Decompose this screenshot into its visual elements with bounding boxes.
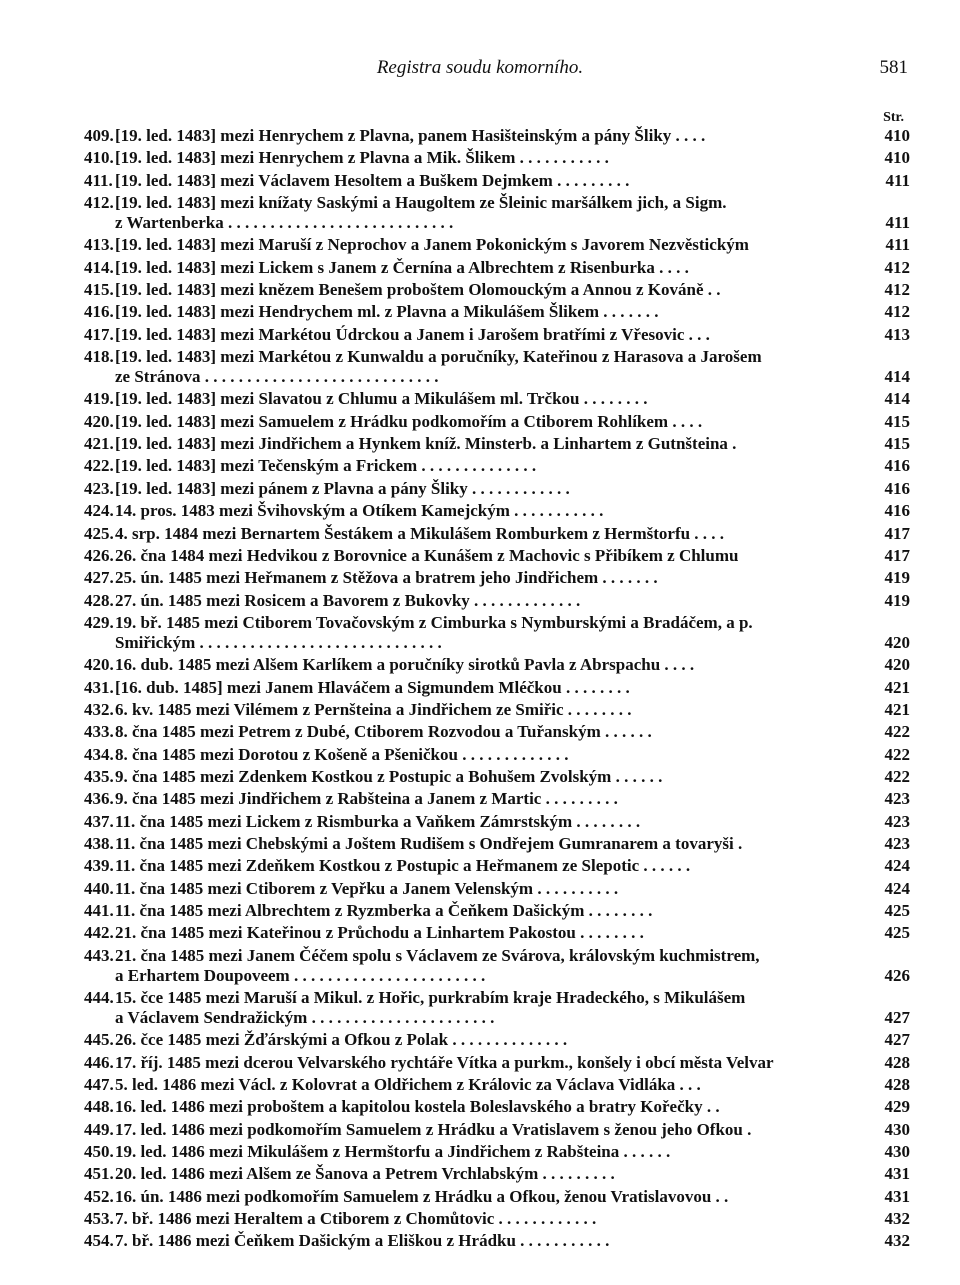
entry-title: [16. dub. 1485] mezi Janem Hlaváčem a Sigmundem Mléčkou . . . . . . . . <box>115 677 630 697</box>
register-entry <box>84 524 910 544</box>
entry-page: 431 <box>884 1164 910 1184</box>
entry-page: 432 <box>884 1231 910 1251</box>
entry-number: 453. <box>84 1209 114 1229</box>
entry-number: 444. <box>84 988 114 1008</box>
entry-page: 415 <box>884 434 910 454</box>
entry-number: 447. <box>84 1075 114 1095</box>
entry-number: 446. <box>84 1052 114 1072</box>
entry-title: 19. bř. 1485 mezi Ctiborem Tovačovským z Cimburka s Nymburskými a Bradáčem, a p. <box>115 612 753 632</box>
register-entry <box>84 479 910 499</box>
register-entry <box>84 879 910 899</box>
entry-number: 419. <box>84 389 114 409</box>
entry-title: 9. čna 1485 mezi Zdenkem Kostkou z Postupic a Bohušem Zvolským . . . . . . <box>115 766 663 786</box>
entry-title: 21. čna 1485 mezi Janem Čéčem spolu s Václavem ze Svárova, královským kuchmistrem, <box>115 945 760 965</box>
entry-number: 411. <box>84 170 113 190</box>
entry-number: 445. <box>84 1030 114 1050</box>
register-entry <box>84 148 910 168</box>
entry-page: 419 <box>884 590 910 610</box>
entry-page: 428 <box>884 1052 910 1072</box>
register-entry <box>84 456 910 476</box>
entry-number: 454. <box>84 1231 114 1251</box>
entry-number: 425. <box>84 523 114 543</box>
entry-title: 26. čna 1484 mezi Hedvikou z Borovnice a Kunášem z Machovic s Přibíkem z Chlumu <box>115 545 739 565</box>
entry-continuation: z Wartenberka . . . . . . . . . . . . . . . . . . . . . . . . . . . <box>115 213 454 233</box>
register-entry <box>84 1187 910 1207</box>
entry-page: 424 <box>884 856 910 876</box>
entry-title: 11. čna 1485 mezi Chebskými a Joštem Rudišem s Ondřejem Gumranarem a tovaryši . <box>115 833 743 853</box>
register-entry <box>84 258 910 278</box>
entry-number: 423. <box>84 478 114 498</box>
entry-page: 411 <box>885 170 910 190</box>
entry-page: 420 <box>884 655 910 675</box>
register-entry <box>84 325 910 345</box>
entry-page: 416 <box>884 501 910 521</box>
entry-page: 416 <box>884 478 910 498</box>
entry-number: 436. <box>84 789 114 809</box>
entry-page: 427 <box>884 1008 910 1028</box>
register-entry <box>84 655 910 675</box>
entry-title: [19. led. 1483] mezi knížaty Saskými a Haugoltem ze Šleinic maršálkem jich, a Sigm. <box>115 193 727 213</box>
entry-page: 422 <box>884 744 910 764</box>
register-entry <box>84 1075 910 1095</box>
entry-title: [19. led. 1483] mezi Henrychem z Plavna a Mik. Šlikem . . . . . . . . . . . <box>115 148 609 168</box>
entry-number: 452. <box>84 1186 114 1206</box>
register-entry <box>84 812 910 832</box>
entry-page: 422 <box>884 722 910 742</box>
entry-title: 8. čna 1485 mezi Petrem z Dubé, Ctiborem Rozvodou a Tuřanským . . . . . . <box>115 722 652 742</box>
register-entry <box>84 767 910 787</box>
register-entry <box>84 923 910 943</box>
entry-title: [19. led. 1483] mezi pánem z Plavna a pány Šliky . . . . . . . . . . . . <box>115 478 570 498</box>
register-entry <box>84 412 910 432</box>
entry-title: [19. led. 1483] mezi Václavem Hesoltem a Buškem Dejmkem . . . . . . . . . <box>115 170 630 190</box>
entry-number: 441. <box>84 901 114 920</box>
entry-page: 429 <box>884 1097 910 1117</box>
entry-page: 411 <box>885 235 910 255</box>
register-entry <box>84 745 910 765</box>
entry-number: 437. <box>84 811 114 831</box>
entry-page: 421 <box>884 699 910 719</box>
entry-number: 420. <box>84 411 114 431</box>
register-entry <box>84 434 910 454</box>
entry-title: 9. čna 1485 mezi Jindřichem z Rabšteina a Janem z Martic . . . . . . . . . <box>115 789 618 809</box>
entry-page: 430 <box>884 1142 910 1162</box>
register-entry <box>84 1053 910 1073</box>
entry-page: 413 <box>884 324 910 344</box>
entry-page: 412 <box>884 280 910 300</box>
entry-title: 7. bř. 1486 mezi Heraltem a Ctiborem z Chomůtovic . . . . . . . . . . . . <box>115 1209 597 1229</box>
entry-number: 420. <box>84 655 114 675</box>
entry-title: 21. čna 1485 mezi Kateřinou z Průchodu a Linhartem Pakostou . . . . . . . . <box>115 923 644 943</box>
register-entry <box>84 946 910 986</box>
entry-title: 16. dub. 1485 mezi Alšem Karlíkem a poručníky sirotků Pavla z Abrspachu . . . . <box>115 655 695 675</box>
entry-number: 418. <box>84 347 114 367</box>
entry-number: 435. <box>84 766 114 786</box>
entry-continuation: ze Stránova . . . . . . . . . . . . . . . . . . . . . . . . . . . . <box>115 367 439 387</box>
entry-title: 25. ún. 1485 mezi Heřmanem z Stěžova a bratrem jeho Jindřichem . . . . . . . <box>115 568 658 588</box>
entry-page: 422 <box>884 766 910 786</box>
register-entry <box>84 1209 910 1229</box>
entry-page: 431 <box>884 1186 910 1206</box>
entry-title: 4. srp. 1484 mezi Bernartem Šestákem a Mikulášem Romburkem z Hermštorfu . . . . <box>115 523 725 543</box>
register-entry <box>84 591 910 611</box>
entry-title: [19. led. 1483] mezi knězem Benešem proboštem Olomouckým a Annou z Kováně . . <box>115 280 721 300</box>
entry-page: 423 <box>884 833 910 853</box>
entry-title: 6. kv. 1485 mezi Vilémem z Pernšteina a Jindřichem ze Smiřic . . . . . . . . <box>115 699 632 719</box>
entry-number: 422. <box>84 456 114 476</box>
entry-page: 416 <box>884 456 910 476</box>
entry-number: 416. <box>84 302 114 322</box>
register-entry <box>84 235 910 255</box>
entry-page: 420 <box>884 632 910 652</box>
entry-title: 11. čna 1485 mezi Zdeňkem Kostkou z Postupic a Heřmanem ze Slepotic . . . . . . <box>115 856 691 876</box>
register-entry <box>84 988 910 1028</box>
entry-number: 442. <box>84 923 114 943</box>
entry-title: 19. led. 1486 mezi Mikulášem z Hermštorfu a Jindřichem z Rabšteina . . . . . . <box>115 1142 671 1162</box>
register-entry <box>84 856 910 876</box>
register-entries-list <box>84 126 910 1254</box>
entry-title: 16. ún. 1486 mezi podkomořím Samuelem z Hrádku a Ofkou, ženou Vratislavovou . . <box>115 1186 729 1206</box>
entry-number: 448. <box>84 1097 114 1117</box>
entry-title: 17. říj. 1485 mezi dcerou Velvarského rychtáře Vítka a purkm., konšely i obcí města Velvar <box>115 1052 774 1072</box>
entry-title: [19. led. 1483] mezi Samuelem z Hrádku podkomořím a Ctiborem Rohlíkem . . . . <box>115 411 703 431</box>
register-entry <box>84 789 910 809</box>
entry-title: [19. led. 1483] mezi Lickem s Janem z Černína a Albrechtem z Risenburka . . . . <box>115 257 689 277</box>
entry-title: [19. led. 1483] mezi Tečenským a Frickem . . . . . . . . . . . . . . <box>115 456 537 476</box>
entry-number: 429. <box>84 612 114 632</box>
entry-title: [19. led. 1483] mezi Maruší z Neprochov a Janem Pokonickým s Javorem Nezvěstickým <box>115 235 749 255</box>
entry-page: 430 <box>884 1119 910 1139</box>
register-entry <box>84 700 910 720</box>
entry-page: 425 <box>884 901 910 920</box>
entry-page: 410 <box>884 148 910 168</box>
entry-number: 432. <box>84 699 114 719</box>
entry-continuation: a Václavem Sendražickým . . . . . . . . . . . . . . . . . . . . . . <box>115 1008 495 1028</box>
register-entry <box>84 678 910 698</box>
entry-page: 414 <box>884 367 910 387</box>
entry-title: 11. čna 1485 mezi Lickem z Rismburka a Vaňkem Zámrstským . . . . . . . . <box>115 811 641 831</box>
entry-page: 410 <box>884 126 910 145</box>
entry-page: 428 <box>884 1075 910 1095</box>
entry-number: 426. <box>84 545 114 565</box>
register-entry <box>84 280 910 300</box>
register-entry <box>84 1142 910 1162</box>
entry-page: 424 <box>884 878 910 898</box>
entry-title: [19. led. 1483] mezi Markétou Údrckou a Janem i Jarošem bratřími z Vřesovic . . . <box>115 324 710 344</box>
entry-number: 421. <box>84 434 114 454</box>
entry-page: 412 <box>884 302 910 322</box>
entry-number: 431. <box>84 677 114 697</box>
register-entry <box>84 1231 910 1251</box>
entry-continuation: Smiřickým . . . . . . . . . . . . . . . . . . . . . . . . . . . . . <box>115 632 442 652</box>
entry-title: 16. led. 1486 mezi proboštem a kapitolou kostela Boleslavského a bratry Kořečky . . <box>115 1097 720 1117</box>
entry-title: [19. led. 1483] mezi Hendrychem ml. z Plavna a Mikulášem Šlikem . . . . . . . <box>115 302 659 322</box>
entry-page: 421 <box>884 677 910 697</box>
entry-number: 427. <box>84 568 114 588</box>
entry-number: 428. <box>84 590 114 610</box>
entry-number: 413. <box>84 235 114 255</box>
entry-page: 426 <box>884 965 910 985</box>
entry-page: 415 <box>884 411 910 431</box>
register-entry <box>84 901 910 921</box>
entry-number: 443. <box>84 945 114 965</box>
entry-number: 449. <box>84 1119 114 1139</box>
register-entry <box>84 1030 910 1050</box>
entry-title: [19. led. 1483] mezi Jindřichem a Hynkem kníž. Minsterb. a Linhartem z Gutnšteina . <box>115 434 737 454</box>
entry-number: 433. <box>84 722 114 742</box>
entry-number: 409. <box>84 126 114 145</box>
entry-page: 417 <box>884 545 910 565</box>
entry-page: 423 <box>884 789 910 809</box>
entry-page: 432 <box>884 1209 910 1229</box>
entry-title: [19. led. 1483] mezi Markétou z Kunwaldu a poručníky, Kateřinou z Harasova a Jarošem <box>115 347 762 367</box>
entry-number: 424. <box>84 501 114 521</box>
register-entry <box>84 389 910 409</box>
register-entry <box>84 1164 910 1184</box>
entry-number: 450. <box>84 1142 114 1162</box>
entry-page: 417 <box>884 523 910 543</box>
entry-page: 427 <box>884 1030 910 1050</box>
page-number: 581 <box>879 57 908 78</box>
entry-title: 5. led. 1486 mezi Václ. z Kolovrat a Oldřichem z Královic za Václava Vidláka . . . <box>115 1075 701 1095</box>
entry-title: 27. ún. 1485 mezi Rosicem a Bavorem z Bukovky . . . . . . . . . . . . . <box>115 590 581 610</box>
register-entry <box>84 347 910 387</box>
page-column-label: Str. <box>883 110 904 125</box>
register-entry <box>84 1120 910 1140</box>
entry-title: 26. čce 1485 mezi Žďárskými a Ofkou z Polak . . . . . . . . . . . . . . <box>115 1030 568 1050</box>
entry-title: 20. led. 1486 mezi Alšem ze Šanova a Petrem Vrchlabským . . . . . . . . . <box>115 1164 615 1184</box>
entry-number: 415. <box>84 280 114 300</box>
entry-title: 8. čna 1485 mezi Dorotou z Košeně a Pšeničkou . . . . . . . . . . . . . <box>115 744 569 764</box>
entry-title: 11. čna 1485 mezi Albrechtem z Ryzmberka a Čeňkem Dašickým . . . . . . . . <box>115 901 653 920</box>
entry-page: 419 <box>884 568 910 588</box>
page-header <box>0 57 960 89</box>
entry-title: 7. bř. 1486 mezi Čeňkem Dašickým a Eliškou z Hrádku . . . . . . . . . . . <box>115 1231 610 1251</box>
entry-number: 414. <box>84 257 114 277</box>
entry-title: 11. čna 1485 mezi Ctiborem z Vepřku a Janem Velenským . . . . . . . . . . <box>115 878 619 898</box>
entry-number: 410. <box>84 148 114 168</box>
register-entry <box>84 193 910 233</box>
register-entry <box>84 302 910 322</box>
entry-number: 440. <box>84 878 114 898</box>
entry-continuation: a Erhartem Doupoveem . . . . . . . . . . . . . . . . . . . . . . . <box>115 965 486 985</box>
register-entry <box>84 613 910 653</box>
register-entry <box>84 722 910 742</box>
entry-page: 425 <box>884 923 910 943</box>
register-entry <box>84 834 910 854</box>
register-entry <box>84 1097 910 1117</box>
entry-title: 15. čce 1485 mezi Maruší a Mikul. z Hořic, purkrabím kraje Hradeckého, s Mikulášem <box>115 988 746 1008</box>
entry-number: 417. <box>84 324 114 344</box>
entry-title: [19. led. 1483] mezi Henrychem z Plavna, panem Hasišteinským a pány Šliky . . . . <box>115 126 706 145</box>
entry-number: 434. <box>84 744 114 764</box>
entry-page: 423 <box>884 811 910 831</box>
entry-page: 411 <box>885 213 910 233</box>
running-title: Registra soudu komorního. <box>376 57 584 78</box>
entry-number: 451. <box>84 1164 114 1184</box>
register-entry <box>84 546 910 566</box>
entry-page: 414 <box>884 389 910 409</box>
register-entry <box>84 501 910 521</box>
entry-title: 14. pros. 1483 mezi Švihovským a Otíkem Kamejckým . . . . . . . . . . . <box>115 501 604 521</box>
entry-number: 412. <box>84 193 114 213</box>
entry-title: 17. led. 1486 mezi podkomořím Samuelem z Hrádku a Vratislavem s ženou jeho Ofkou . <box>115 1119 752 1139</box>
entry-page: 412 <box>884 257 910 277</box>
register-entry <box>84 126 910 146</box>
entry-title: [19. led. 1483] mezi Slavatou z Chlumu a Mikulášem ml. Trčkou . . . . . . . . <box>115 389 648 409</box>
entry-number: 438. <box>84 833 114 853</box>
entry-number: 439. <box>84 856 114 876</box>
register-entry <box>84 568 910 588</box>
register-entry <box>84 171 910 191</box>
